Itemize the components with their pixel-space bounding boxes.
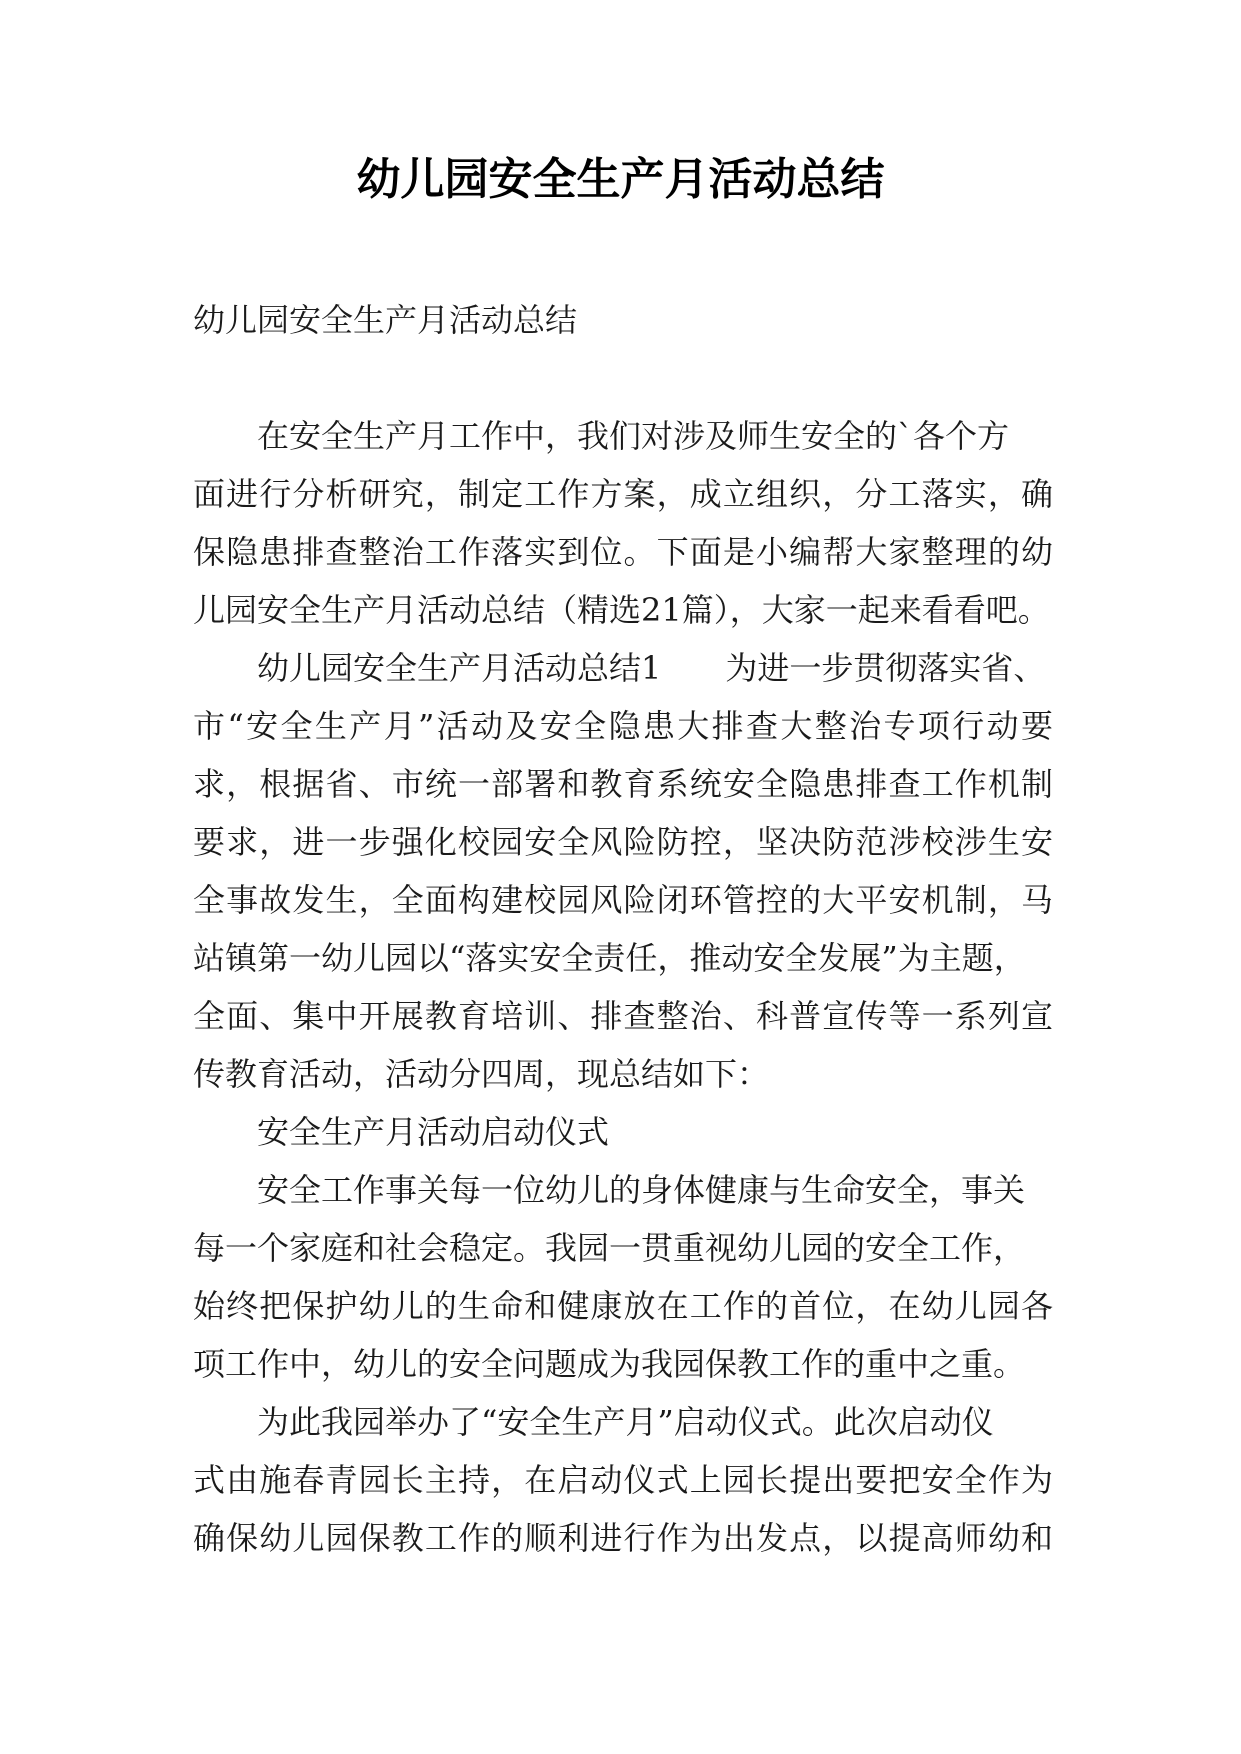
document-title: 幼儿园安全生产月活动总结	[356, 154, 885, 205]
paragraph-line: 传教育活动，活动分四周，现总结如下：	[193, 1055, 770, 1093]
paragraph-line: 每一个家庭和社会稳定。我园一贯重视幼儿园的安全工作，	[193, 1229, 1026, 1267]
document-subtitle: 幼儿园安全生产月活动总结	[193, 301, 578, 339]
paragraph-line: 始终把保护幼儿的生命和健康放在工作的首位，在幼儿园各	[193, 1287, 1053, 1325]
paragraph-line: 为此我园举办了“安全生产月”启动仪式。此次启动仪	[257, 1403, 994, 1441]
paragraph-line: 全面、集中开展教育培训、排查整治、科普宣传等一系列宣	[193, 997, 1053, 1035]
paragraph-line: 确保幼儿园保教工作的顺利进行作为出发点，以提高师幼和	[193, 1519, 1053, 1557]
paragraph-line: 儿园安全生产月活动总结（精选21篇），大家一起来看看吧。	[193, 591, 1050, 629]
paragraph-line: 项工作中，幼儿的安全问题成为我园保教工作的重中之重。	[193, 1345, 1026, 1383]
paragraph-line: 求，根据省、市统一部署和教育系统安全隐患排查工作机制	[193, 765, 1053, 803]
paragraph-line: 式由施春青园长主持，在启动仪式上园长提出要把安全作为	[193, 1461, 1053, 1499]
paragraph-line: 安全工作事关每一位幼儿的身体健康与生命安全，事关	[257, 1171, 1026, 1209]
paragraph-line: 面进行分析研究，制定工作方案，成立组织，分工落实，确	[193, 475, 1053, 513]
paragraph-line: 站镇第一幼儿园以“落实安全责任，推动安全发展”为主题，	[193, 939, 1026, 977]
paragraph-line: 在安全生产月工作中，我们对涉及师生安全的`各个方	[257, 417, 1010, 455]
paragraph-line: 幼儿园安全生产月活动总结1 为进一步贯彻落实省、	[257, 649, 1046, 687]
paragraph-gap	[193, 349, 1053, 407]
paragraph-line: 要求，进一步强化校园安全风险防控，坚决防范涉校涉生安	[193, 823, 1053, 861]
document-body	[193, 291, 1053, 1567]
paragraph-line: 保隐患排查整治工作落实到位。下面是小编帮大家整理的幼	[193, 533, 1053, 571]
paragraph-line: 市“安全生产月”活动及安全隐患大排查大整治专项行动要	[193, 707, 1053, 745]
paragraph-line: 全事故发生，全面构建校园风险闭环管控的大平安机制，马	[193, 881, 1053, 919]
section-heading: 安全生产月活动启动仪式	[257, 1113, 610, 1151]
